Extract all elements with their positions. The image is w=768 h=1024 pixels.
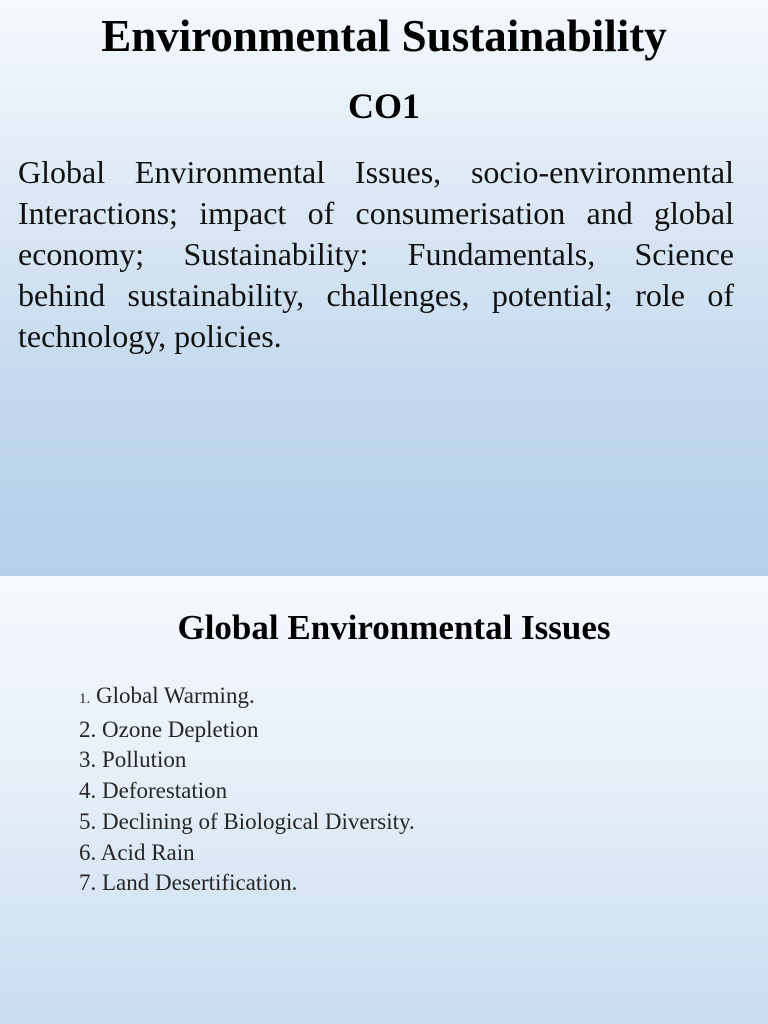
list-item-number: 1. (79, 691, 91, 707)
list-item-number: 7. (79, 870, 97, 896)
slide-2-title: Global Environmental Issues (177, 608, 611, 647)
list-item (79, 776, 415, 807)
list-item-text: Pollution (96, 747, 187, 773)
slide-1-title: Environmental Sustainability (101, 11, 667, 61)
list-item-text: Declining of Biological Diversity. (96, 808, 415, 834)
list-item-number: 3. (79, 747, 97, 773)
list-item (79, 807, 415, 838)
list-item-number: 6. (79, 839, 97, 865)
list-item (79, 715, 415, 746)
list-item-text: Deforestation (96, 778, 228, 804)
list-item-text: Ozone Depletion (96, 716, 259, 742)
list-item-text: Global Warming. (90, 683, 255, 708)
slide-1-body-text: Global Environmental Issues, socio-environmental Interactions; impact of consumerisation and global economy; Sustainability: Fundamentals, Science behind sustainability, challenges, potential; role of technology, policies. (18, 154, 734, 354)
list-item-number: 2. (79, 716, 97, 742)
list-item-number: 4. (79, 778, 97, 804)
list-item-text: Acid Rain (96, 839, 195, 865)
list-item (79, 681, 415, 715)
slide-1-subtitle: CO1 (348, 86, 420, 126)
list-item-text: Land Desertification. (96, 870, 298, 896)
list-item (79, 838, 415, 869)
issues-list (79, 681, 415, 899)
list-item (79, 868, 415, 899)
list-item (79, 745, 415, 776)
list-item-number: 5. (79, 808, 97, 834)
slide-2 (0, 576, 768, 1024)
